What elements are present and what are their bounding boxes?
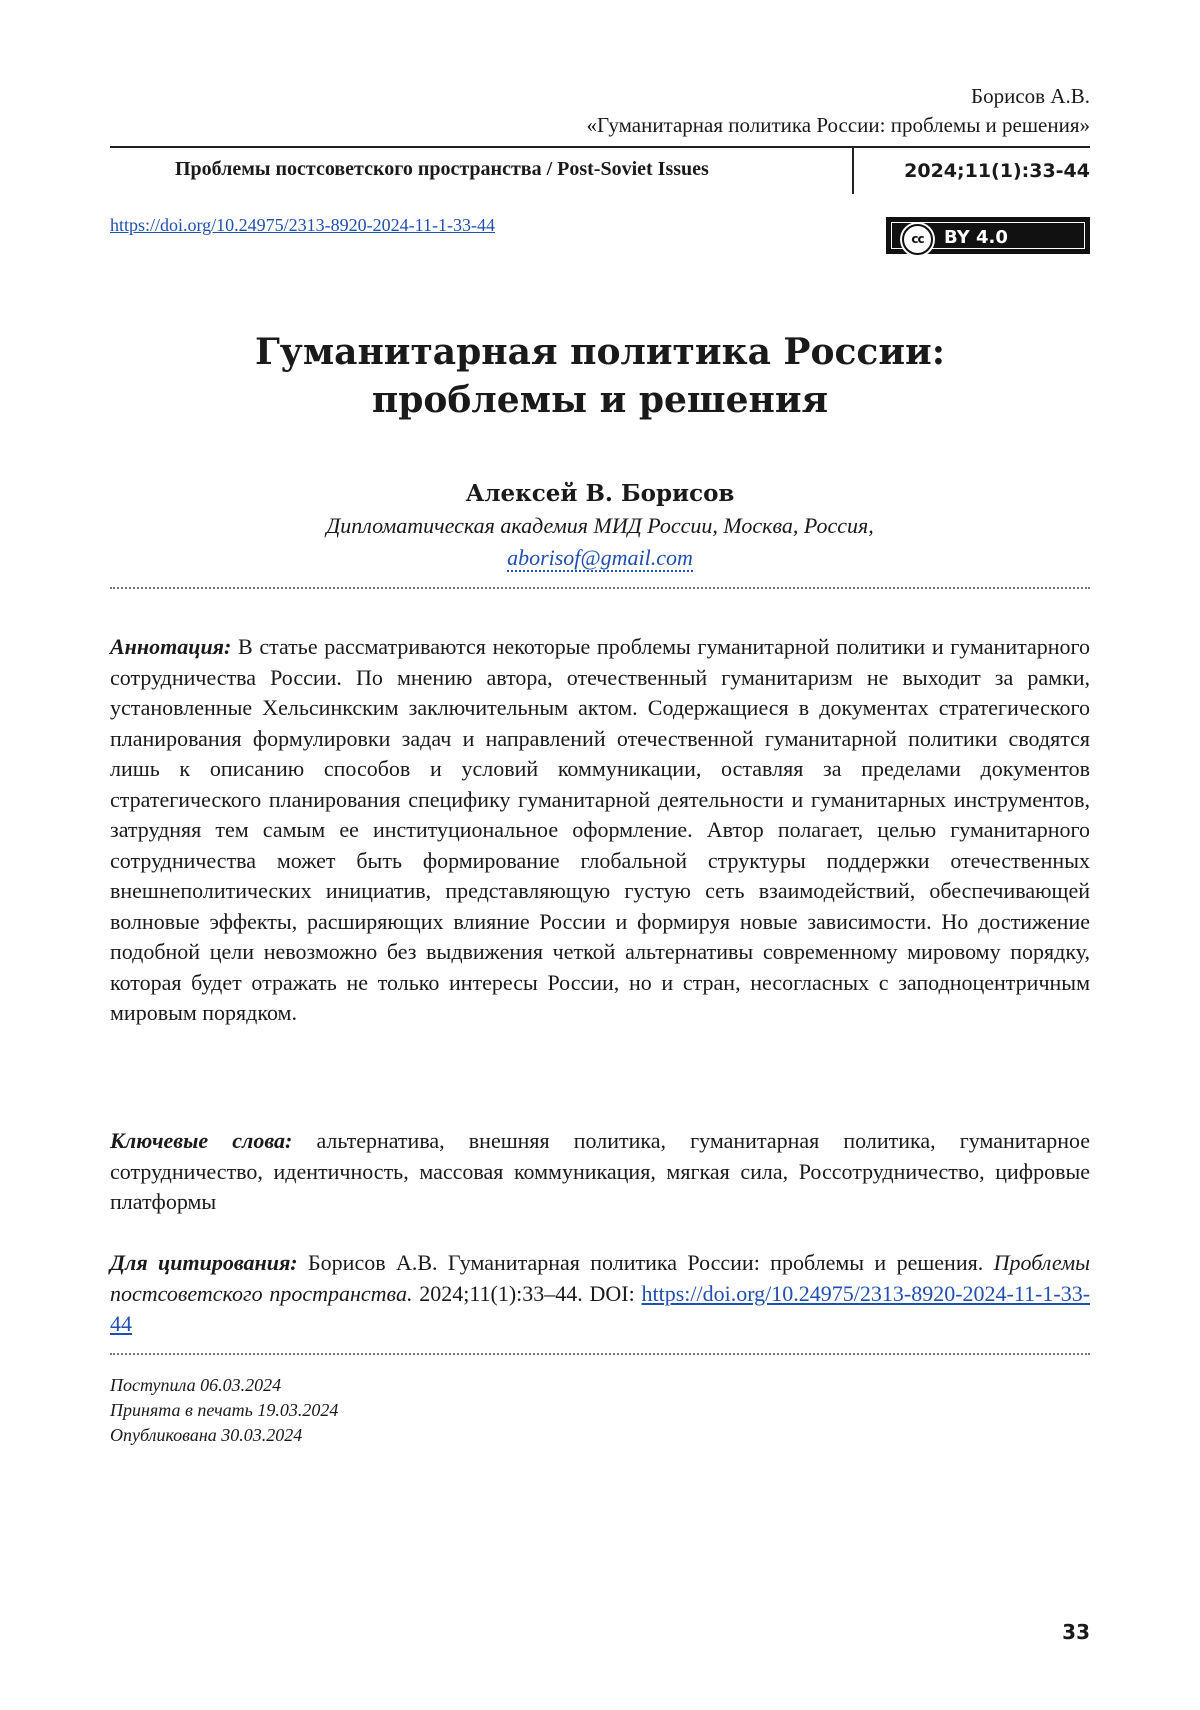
article-page <box>110 0 1090 1710</box>
running-head <box>587 82 1090 140</box>
article-title <box>110 328 1090 424</box>
divider-dotted <box>110 587 1090 589</box>
citation-issue: 2024;11(1):33–44. DOI: <box>419 1280 635 1306</box>
abstract-label: Аннотация: <box>110 634 232 659</box>
citation-text: Борисов А.В. Гуманитарная политика России: проблемы и решения. <box>308 1250 984 1275</box>
article-title-line-1: Гуманитарная политика России: <box>254 331 946 373</box>
abstract-text: В статье рассматриваются некоторые проблемы гуманитарной политики и гуманитарного сотрудничества России. По мнению автора, отечественный гуманитаризм не выходит за рамки, установленные Хельсинкским заключительным актом. Содержащиеся в документах стратегического планирования формулировки задач и направлений отечественной гуманитарной политики сводятся лишь к описанию способов и условий коммуникации, оставляя за пределами документов стратегического планирования специфику гуманитарной деятельности и гуманитарных инструментов, затрудняя тем самым ее институциональное оформление. Автор полагает, целью гуманитарного сотрудничества может быть формирование глобальной структуры поддержки отечественных внешнеполитических инициатив, представляющую густую сеть взаимодействий, обеспечивающей волновые эффекты, расширяющих влияние России и формируя новые зависимости. Но достижение подобной цели невозможно без выдвижения четкой альтернативы современному мировому порядку, которая будет отражать не только интересы России, но и стран, несогласных с заподноцентричным мировым порядком. <box>110 634 1090 1025</box>
author-name: Алексей В. Борисов <box>465 480 735 507</box>
keywords <box>110 1126 1090 1218</box>
citation-journal: Проблемы постсоветского пространства. <box>110 1250 1091 1306</box>
doi-link[interactable]: https://doi.org/10.24975/2313-8920-2024-11-1-33-44 <box>110 215 495 235</box>
keywords-text: альтернатива, внешняя политика, гуманитарная политика, гуманитарное сотрудничество, идентичность, массовая коммуникация, мягкая сила, Россотрудничество, цифровые платформы <box>110 1128 1090 1214</box>
journal-header <box>110 148 1090 194</box>
citation-doi-link[interactable]: https://doi.org/10.24975/2313-8920-2024-11-1-33-44 <box>110 1280 1091 1336</box>
author-affiliation: Дипломатическая академия МИД России, Москва, Россия, <box>326 513 874 538</box>
citation <box>110 1248 1090 1340</box>
author-block <box>110 478 1090 574</box>
journal-issue: 2024;11(1):33-44 <box>904 160 1090 182</box>
date-accepted: Принята в печать 19.03.2024 <box>110 1400 339 1420</box>
running-head-author: Борисов А.В. <box>971 84 1090 108</box>
article-title-line-2: проблемы и решения <box>371 379 829 421</box>
divider-dotted <box>110 1353 1090 1355</box>
running-head-title: «Гуманитарная политика России: проблемы и решения» <box>586 113 1090 137</box>
article-dates <box>110 1373 338 1448</box>
journal-separator <box>852 148 854 194</box>
license-badge[interactable] <box>886 217 1090 254</box>
author-email-link[interactable]: aborisof@gmail.com <box>507 545 693 570</box>
date-received: Поступила 06.03.2024 <box>110 1375 282 1395</box>
keywords-label: Ключевые слова: <box>110 1128 293 1153</box>
page-number: 33 <box>1062 1620 1090 1644</box>
citation-label: Для цитирования: <box>110 1250 298 1275</box>
abstract <box>110 632 1090 1029</box>
creative-commons-icon: cc <box>902 224 933 255</box>
date-published: Опубликована 30.03.2024 <box>110 1425 303 1445</box>
license-text: BY 4.0 <box>944 227 1008 248</box>
journal-name: Проблемы постсоветского пространства / Post-Soviet Issues <box>175 158 709 180</box>
license-badge-frame <box>891 222 1085 249</box>
